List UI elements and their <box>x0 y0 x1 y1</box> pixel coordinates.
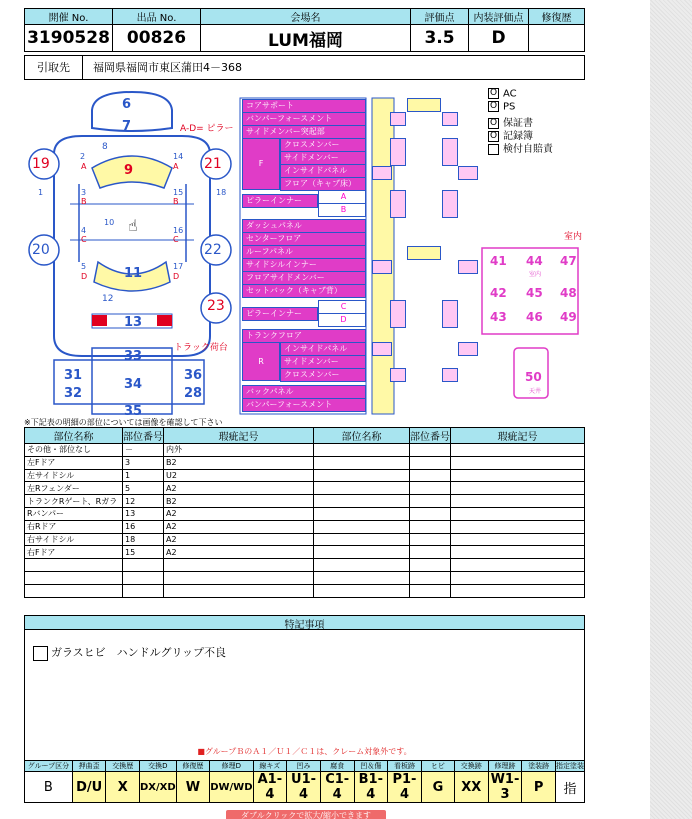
grade-value: XX <box>455 772 489 803</box>
row-part: 右サイドシル <box>25 533 123 546</box>
grade-label: 指定塗装 <box>556 762 584 770</box>
part-no-8: 8 <box>102 142 108 152</box>
row-empty <box>410 533 451 546</box>
row-empty <box>451 533 585 546</box>
interior-49: 49 <box>560 310 577 324</box>
row-part: 左サイドシル <box>25 469 123 482</box>
part-floor-cab: フロア（キャブ床） <box>280 177 366 191</box>
row-no: 3 <box>123 456 164 469</box>
frame-cell <box>390 300 406 328</box>
check-ps-box: O <box>489 101 498 111</box>
interior-46: 46 <box>526 310 543 324</box>
part-no-4: 4 <box>81 226 87 235</box>
frame-cell <box>390 138 406 166</box>
pillar-a-left: A <box>81 162 87 171</box>
row-code <box>164 584 314 597</box>
frame-cell <box>407 246 441 260</box>
grade-value: U1-4 <box>287 772 321 803</box>
interior-48: 48 <box>560 286 577 300</box>
row-empty <box>314 559 410 572</box>
group-rear: R <box>242 342 280 381</box>
row-part: 左Rフェンダー <box>25 482 123 495</box>
interior-42: 42 <box>490 286 507 300</box>
grade-label: 修理跡 <box>488 761 522 772</box>
row-part <box>25 559 123 572</box>
grade-value: 指 <box>556 772 585 803</box>
check-insurance[interactable] <box>488 140 553 155</box>
row-empty <box>314 507 410 520</box>
check-ps[interactable] <box>488 101 515 113</box>
row-code: A2 <box>164 546 314 559</box>
part-no-6: 6 <box>122 97 132 112</box>
row-empty <box>410 507 451 520</box>
part-no-5: 5 <box>81 262 87 271</box>
part-no-18: 18 <box>216 188 227 197</box>
grade-value: DW/WD <box>210 772 253 803</box>
grade-label: 凹み <box>287 761 321 772</box>
row-empty <box>314 456 410 469</box>
frame-cell <box>390 368 406 382</box>
part-side-sill-inner: サイドシルインナー <box>242 258 366 272</box>
row-part: 右Fドア <box>25 546 123 559</box>
special-notes-title: 特記事項 <box>25 616 584 630</box>
row-part: 右Rドア <box>25 520 123 533</box>
frame-cell <box>458 260 478 274</box>
row-empty <box>410 482 451 495</box>
rear-lamp-left <box>92 315 107 326</box>
row-empty <box>451 456 585 469</box>
row-empty <box>314 469 410 482</box>
venue-name: LUM福岡 <box>201 25 411 52</box>
grade-label: 交換歴 <box>106 761 140 772</box>
part-side-member-protrusion: サイドメンバー突起部 <box>242 125 366 139</box>
row-empty <box>314 482 410 495</box>
group-b-warning: ■グループＢのＡ１／Ｕ１／Ｃ１は、クレーム対象外です。 <box>197 747 412 756</box>
row-code: A2 <box>164 520 314 533</box>
grade-value: W1-3 <box>488 772 522 803</box>
grade-value: DX/XD <box>140 772 177 803</box>
part-dash-panel: ダッシュパネル <box>242 219 366 233</box>
interior-sub-label: 室内 <box>529 271 542 278</box>
part-no-33: 33 <box>124 349 143 364</box>
part-side-member-rear: サイドメンバー <box>280 355 366 369</box>
score: 3.5 <box>411 25 469 52</box>
row-code: A2 <box>164 507 314 520</box>
row-no: 15 <box>123 546 164 559</box>
row-empty <box>314 495 410 508</box>
score-label: 評価点 <box>411 9 469 25</box>
grade-label: 交換跡 <box>455 761 489 772</box>
grade-value: B1-4 <box>354 772 388 803</box>
glass-crack-checkbox[interactable] <box>33 646 48 661</box>
part-no-13: 13 <box>124 315 143 330</box>
row-no: 12 <box>123 495 164 508</box>
table-row <box>25 546 585 559</box>
check-insurance-label: 検付自賠責 <box>503 144 553 155</box>
row-code: B2 <box>164 456 314 469</box>
grade-value: D/U <box>72 772 106 803</box>
check-ac-label: AC <box>503 88 517 100</box>
part-no-12: 12 <box>102 294 114 304</box>
row-empty <box>451 584 585 597</box>
table-row <box>25 495 585 508</box>
pillar-d-left: D <box>81 272 88 281</box>
table-row <box>25 456 585 469</box>
row-no <box>123 584 164 597</box>
col-part-no: 部位番号 <box>123 428 164 444</box>
part-no-22: 22 <box>204 242 222 258</box>
table-row <box>25 559 585 572</box>
group-front: F <box>242 138 280 190</box>
table-row <box>25 507 585 520</box>
row-no: 13 <box>123 507 164 520</box>
part-pillar-inner-front: ピラーインナー <box>242 194 318 208</box>
row-empty <box>410 571 451 584</box>
special-notes-text: ガラスヒビ ハンドルグリップ不良 <box>51 646 227 659</box>
frame-cell <box>390 190 406 218</box>
grade-value: A1-4 <box>253 772 287 803</box>
part-no-31: 31 <box>64 368 83 383</box>
grade-value: W <box>176 772 210 803</box>
frame-cell <box>458 166 478 180</box>
interior-label: 室内 <box>564 232 583 242</box>
table-row <box>25 444 585 457</box>
part-pillar-inner-rear: ピラーインナー <box>242 307 318 321</box>
part-no-1: 1 <box>38 188 44 197</box>
pickup-address: 福岡県福岡市東区蒲田4－368 <box>93 61 242 74</box>
part-side-member-front: サイドメンバー <box>280 151 366 165</box>
pillar-b-right: B <box>173 197 179 206</box>
truck-bed-label: トラック荷台 <box>174 343 228 353</box>
interior-score-label: 内装評価点 <box>469 9 529 25</box>
grade-label: 修理D <box>210 761 253 772</box>
details-note: ※下記表の明細の部位については画像を確認して下さい <box>24 418 223 427</box>
defect-table <box>24 427 585 598</box>
hand-cursor-icon: ☝ <box>128 216 138 235</box>
frame-cell <box>442 138 458 166</box>
grade-label: 塗装跡 <box>522 761 556 772</box>
part-no-7: 7 <box>122 119 132 134</box>
grade-label: ヒビ <box>421 761 454 772</box>
grade-value: B <box>25 772 73 803</box>
part-no-28: 28 <box>184 386 203 401</box>
pillar-c-right: C <box>173 235 179 244</box>
row-no: 1 <box>123 469 164 482</box>
row-code: A2 <box>164 533 314 546</box>
grade-label: 修復歴 <box>176 761 210 772</box>
part-floor-side-member: フロアサイドメンバー <box>242 271 366 285</box>
row-empty <box>451 520 585 533</box>
frame-cell <box>390 112 406 126</box>
row-part: Rバンパー <box>25 507 123 520</box>
zoom-hint-button[interactable]: ダブルクリックで拡大/縮小できます <box>226 810 386 819</box>
pillar-b-left: B <box>81 197 87 206</box>
auction-no-label: 開催 No. <box>25 9 113 25</box>
part-no-21: 21 <box>204 156 222 172</box>
interior-50: 50 <box>525 370 542 384</box>
row-empty <box>314 444 410 457</box>
grade-value: C1-4 <box>320 772 354 803</box>
row-empty <box>451 444 585 457</box>
auction-no: 3190528 <box>25 25 113 52</box>
header-table <box>24 8 585 52</box>
col-defect-code: 瑕疵記号 <box>164 428 314 444</box>
row-empty <box>314 571 410 584</box>
row-no: 16 <box>123 520 164 533</box>
grade-value: G <box>421 772 454 803</box>
part-no-15: 15 <box>173 188 184 197</box>
row-empty <box>410 456 451 469</box>
part-no-20: 20 <box>32 242 50 258</box>
check-records-label: 記録簿 <box>503 131 533 142</box>
table-row <box>25 469 585 482</box>
special-notes-box <box>24 615 585 765</box>
grade-value: X <box>106 772 140 803</box>
row-part: トランクRゲート、Rガラ <box>25 495 123 508</box>
frame-cell <box>372 260 392 274</box>
inspection-sheet <box>24 8 585 802</box>
part-no-32: 32 <box>64 386 83 401</box>
row-empty <box>410 559 451 572</box>
ceiling-label: 天井 <box>529 388 542 395</box>
part-inside-panel-rear: インサイドパネル <box>280 342 366 356</box>
part-pillar-d: D <box>318 313 366 327</box>
part-pillar-b: B <box>318 203 366 217</box>
row-empty <box>451 507 585 520</box>
pillar-c-left: C <box>81 235 87 244</box>
table-row <box>25 482 585 495</box>
row-code: B2 <box>164 495 314 508</box>
table-row <box>25 533 585 546</box>
repair-history-label: 修復歴 <box>529 9 585 25</box>
row-empty <box>410 520 451 533</box>
row-code: U2 <box>164 469 314 482</box>
col-defect-code-2: 瑕疵記号 <box>451 428 585 444</box>
part-roof-panel: ルーフパネル <box>242 245 366 259</box>
row-empty <box>451 469 585 482</box>
part-core-support: コアサポート <box>242 99 366 113</box>
col-part-name: 部位名称 <box>25 428 123 444</box>
row-empty <box>451 571 585 584</box>
check-ac-box: O <box>489 88 498 98</box>
special-notes-content <box>33 644 226 661</box>
pillar-a-right: A <box>173 162 179 171</box>
row-no <box>123 559 164 572</box>
frame-cell <box>372 342 392 356</box>
interior-41: 41 <box>490 254 507 268</box>
part-setback: セットバック（キャブ背） <box>242 284 366 298</box>
interior-43: 43 <box>490 310 507 324</box>
part-no-3: 3 <box>81 188 87 197</box>
row-code: 内外 <box>164 444 314 457</box>
table-row <box>25 520 585 533</box>
part-center-floor: センターフロア <box>242 232 366 246</box>
pillar-legend: A-D= ピラー <box>180 124 234 134</box>
check-ac[interactable] <box>488 88 517 100</box>
part-no-10: 10 <box>104 218 115 227</box>
part-inside-panel-front: インサイドパネル <box>280 164 366 178</box>
grade-legend-table <box>24 760 585 803</box>
interior-score: D <box>469 25 529 52</box>
row-no: 18 <box>123 533 164 546</box>
part-no-16: 16 <box>173 226 184 235</box>
part-bumper-reinforcement-front: バンパーフォースメント <box>242 112 366 126</box>
row-empty <box>410 469 451 482</box>
row-no: － <box>123 444 164 457</box>
row-part <box>25 571 123 584</box>
part-pillar-c: C <box>318 300 366 314</box>
row-empty <box>314 533 410 546</box>
row-empty <box>451 482 585 495</box>
row-empty <box>314 546 410 559</box>
side-scrollbar[interactable] <box>650 0 692 819</box>
check-ps-label: PS <box>503 101 516 113</box>
row-empty <box>410 495 451 508</box>
lot-no: 00826 <box>113 25 201 52</box>
part-trunk-floor: トランクフロア <box>242 329 366 343</box>
part-no-36: 36 <box>184 368 203 383</box>
part-cross-member-rear: クロスメンバー <box>280 368 366 382</box>
row-empty <box>410 444 451 457</box>
pickup-address-row <box>24 55 585 80</box>
row-empty <box>451 495 585 508</box>
row-empty <box>410 584 451 597</box>
part-pillar-a: A <box>318 190 366 204</box>
row-empty <box>410 546 451 559</box>
grade-label: 腐食 <box>320 761 354 772</box>
frame-cell <box>442 112 458 126</box>
row-empty <box>451 546 585 559</box>
interior-45: 45 <box>526 286 543 300</box>
part-no-2: 2 <box>80 152 86 161</box>
check-records-box: O <box>489 130 498 141</box>
pillar-d-right: D <box>173 272 180 281</box>
check-insurance-box <box>488 144 499 155</box>
pickup-label: 引取先 <box>25 56 83 79</box>
row-code <box>164 559 314 572</box>
row-empty <box>314 584 410 597</box>
rear-lamp-right <box>157 315 172 326</box>
row-part: 左Fドア <box>25 456 123 469</box>
part-no-17: 17 <box>173 262 184 271</box>
part-no-11: 11 <box>124 266 143 281</box>
repair-history <box>529 25 585 52</box>
row-part <box>25 584 123 597</box>
row-no <box>123 571 164 584</box>
grade-label: 線キズ <box>253 761 287 772</box>
col-part-no-2: 部位番号 <box>410 428 451 444</box>
front-bumper-outline <box>92 92 172 131</box>
frame-cell <box>407 98 441 112</box>
grade-value: P1-4 <box>388 772 422 803</box>
row-empty <box>314 520 410 533</box>
part-no-14: 14 <box>173 152 184 161</box>
frame-cell <box>442 368 458 382</box>
part-cross-member-front: クロスメンバー <box>280 138 366 152</box>
grade-label: 押曲歪 <box>72 761 106 772</box>
damage-diagram <box>24 86 585 421</box>
grade-label: 交換D <box>140 761 177 772</box>
part-back-panel: バックパネル <box>242 385 366 399</box>
check-warranty-box: O <box>489 117 498 128</box>
frame-cell <box>442 300 458 328</box>
part-bumper-reinforcement-rear: バンパーフォースメント <box>242 398 366 412</box>
row-code: A2 <box>164 482 314 495</box>
table-row <box>25 584 585 597</box>
col-part-name-2: 部位名称 <box>314 428 410 444</box>
interior-47: 47 <box>560 254 577 268</box>
row-no: 5 <box>123 482 164 495</box>
part-no-23: 23 <box>207 298 225 314</box>
lot-no-label: 出品 No. <box>113 9 201 25</box>
grade-label: 凹＆傷 <box>354 761 388 772</box>
grade-label: 看板跡 <box>388 761 422 772</box>
venue-label: 会場名 <box>201 9 411 25</box>
table-row <box>25 571 585 584</box>
part-no-19: 19 <box>32 156 50 172</box>
frame-cell <box>442 190 458 218</box>
check-warranty-label: 保証書 <box>503 118 533 129</box>
grade-label: グループ区分 <box>25 761 73 772</box>
frame-cell <box>458 342 478 356</box>
grade-value: P <box>522 772 556 803</box>
part-no-34: 34 <box>124 377 143 392</box>
interior-44: 44 <box>526 254 543 268</box>
row-code <box>164 571 314 584</box>
part-no-9: 9 <box>124 163 134 178</box>
row-part: その他・部位なし <box>25 444 123 457</box>
part-no-35: 35 <box>124 404 143 419</box>
frame-cell <box>372 166 392 180</box>
row-empty <box>451 559 585 572</box>
